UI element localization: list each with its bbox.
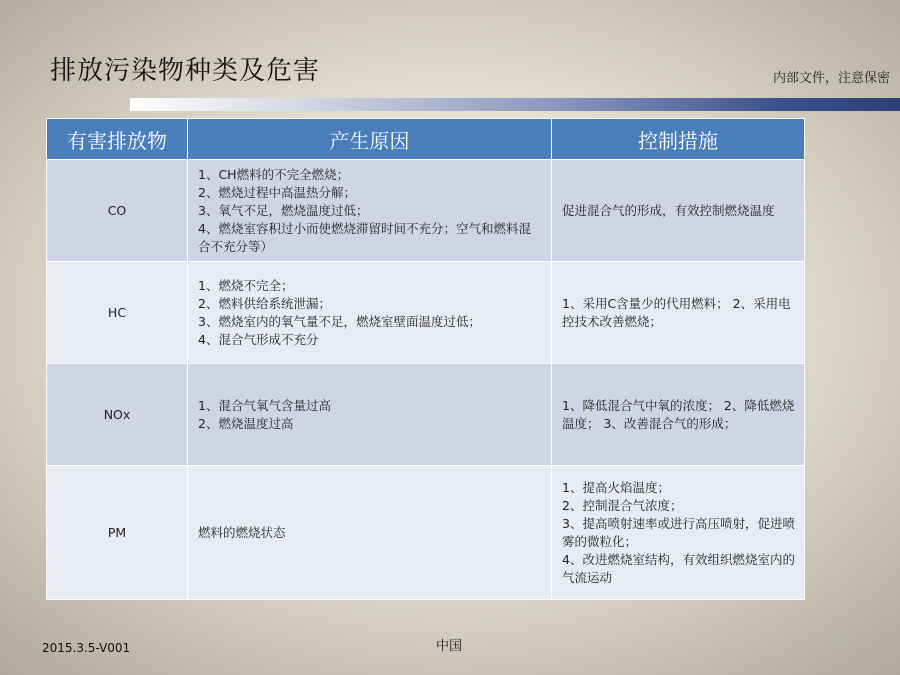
- pollutant-table: [46, 118, 805, 600]
- control-cell: [552, 364, 805, 466]
- cause-line: 3、氧气不足，燃烧温度过低；: [198, 202, 369, 218]
- control-cell: [552, 466, 805, 600]
- cause-cell: [188, 364, 552, 466]
- control-line: 3、提高喷射速率或进行高压喷射，促进喷雾的微粒化；: [562, 515, 795, 549]
- control-cell: [552, 262, 805, 364]
- cause-line: 3、燃烧室内的氧气量不足，燃烧室壁面温度过低；: [198, 313, 481, 329]
- control-line: 1、采用C含量少的代用燃料； 2、采用电控技术改善燃烧；: [562, 295, 791, 329]
- slide-title: 排放污染物种类及危害: [50, 56, 321, 86]
- cause-line: 燃料的燃烧状态: [198, 524, 286, 540]
- pollutant-cell: PM: [47, 466, 188, 600]
- cause-line: 1、燃烧不完全；: [198, 277, 294, 293]
- cause-line: 1、混合气氧气含量过高: [198, 397, 331, 413]
- control-line: 2、控制混合气浓度；: [562, 497, 683, 513]
- control-cell: [552, 160, 805, 262]
- cause-line: 1、CH燃料的不完全燃烧；: [198, 166, 350, 182]
- footer-country: 中国: [436, 639, 463, 654]
- cause-cell: [188, 466, 552, 600]
- table-row-hc: [47, 262, 805, 364]
- table-header-row: [47, 119, 805, 160]
- cause-line: 4、燃烧室容积过小而使燃烧滞留时间不充分；空气和燃料混合不充分等）: [198, 220, 531, 254]
- cause-cell: [188, 262, 552, 364]
- table-row-pm: [47, 466, 805, 600]
- cause-line: 2、燃料供给系统泄漏；: [198, 295, 331, 311]
- cause-line: 4、混合气形成不充分: [198, 331, 319, 347]
- table-row-nox: [47, 364, 805, 466]
- control-line: 1、提高火焰温度；: [562, 479, 670, 495]
- pollutant-cell: HC: [47, 262, 188, 364]
- control-line: 4、改进燃烧室结构，有效组织燃烧室内的气流运动: [562, 551, 795, 585]
- pollutant-cell: NOx: [47, 364, 188, 466]
- header-control: 控制措施: [552, 119, 805, 160]
- cause-line: 2、燃烧过程中高温热分解；: [198, 184, 356, 200]
- header-cause: 产生原因: [188, 119, 552, 160]
- cause-line: 2、燃烧温度过高: [198, 415, 294, 431]
- header-pollutant: 有害排放物: [47, 119, 188, 160]
- confidential-note: 内部文件，注意保密: [772, 71, 890, 86]
- table-row-co: [47, 160, 805, 262]
- control-line: 促进混合气的形成，有效控制燃烧温度: [562, 202, 775, 218]
- cause-cell: [188, 160, 552, 262]
- title-rule: [130, 98, 900, 111]
- page-number: 0: [838, 637, 845, 648]
- pollutant-cell: CO: [47, 160, 188, 262]
- footer-date: 2015.3.5-V001: [42, 641, 131, 655]
- control-line: 1、降低混合气中氧的浓度； 2、降低燃烧温度； 3、改善混合气的形成；: [562, 397, 795, 431]
